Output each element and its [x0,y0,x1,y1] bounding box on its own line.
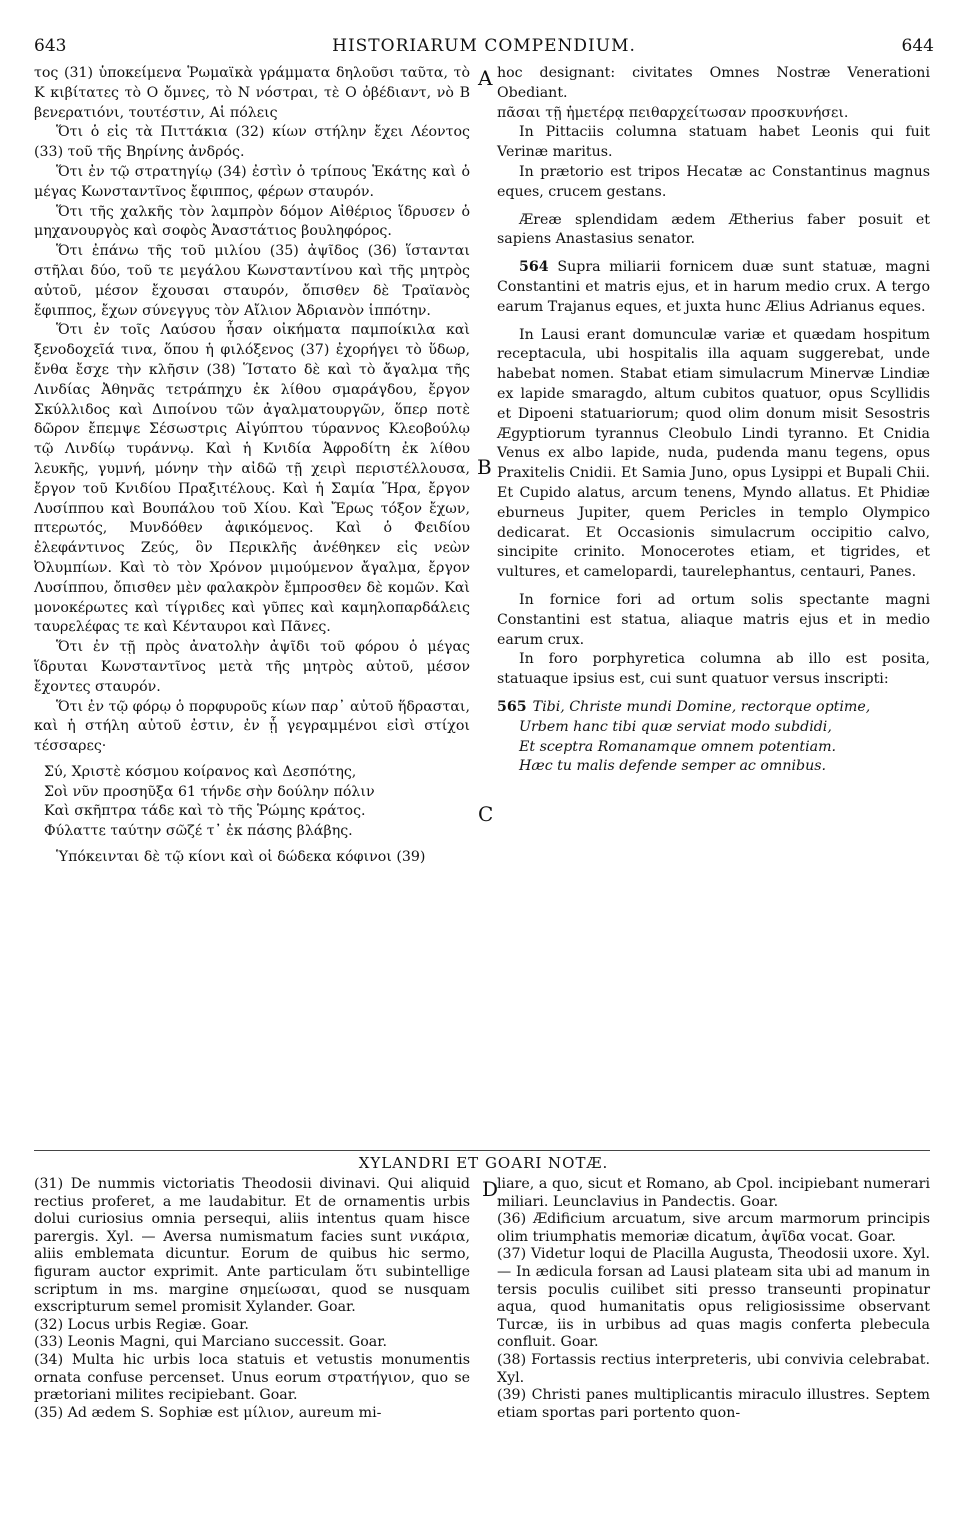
verse-line: Σοὶ νῦν προσηῦξα 61 τήνδε σὴν δούλην πόλιν [44,783,375,800]
greek-paragraph: Ὅτι ἐν τῷ φόρῳ ὁ πορφυροῦς κίων παρ᾽ αὐτοῦ ἥδρασται, καὶ ἡ στήλη αὐτοῦ ἐστιν, ἐν ᾗ γεγραμμένοι εἰσὶ στίχοι τέσσαρες· [34,698,470,755]
greek-paragraph: Ὅτι ἐν τοῖς Λαύσου ἦσαν οἰκήματα παμποίκιλα καὶ ξενοδοχεῖά τινα, ὅπου ἡ φιλόξενος (37) ἐχορήγει τὸ ὕδωρ, ἔνθα ἔσχε τὴν κλῆσιν (38) Ἵστατο δὲ καὶ τὸ ἄγαλμα τῆς Λινδίας Ἀθηνᾶς τετράπηχυ ἐκ λίθου σμαράγδου, ἔργον Σκύλλιδος καὶ Διποίνου τῶν ἀγαλματουργῶν, ὅπερ ποτὲ δῶρον ἔπεμψε Σέσωστρις Αἰγύπτου τύραννος Κλεοβούλῳ τῷ Λινδίῳ τυράννῳ. Καὶ ἡ Κνιδία Ἀφροδίτη ἐκ λίθου λευκῆς, γυμνή, μόνην τὴν αἰδῶ τῇ χειρὶ περιστέλλουσα, ἔργον τοῦ Κνιδίου Πραξιτέλους. Καὶ ἡ Σαμία Ἥρα, ἔργον Λυσίππου καὶ Βουπάλου τοῦ Χίου. Καὶ Ἔρως τόξον ἔχων, πτερωτός, Μυνδόθεν ἀφικόμενος. Καὶ ὁ Φειδίου ἐλεφάντινος Ζεύς, ὃν Περικλῆς ἀνέθηκεν εἰς νεὼν Ὀλυμπίων. Καὶ τὸ τὸν Χρόνον μιμούμενον ἄγαλμα, ἔργον Λυσίππου, ὄπισθεν μὲν φαλακρὸν ἔμπροσθεν δὲ κομῶν. Καὶ μονοκέρωτες καὶ τίγριδες καὶ γῦπες καὶ καμηλοπαρδάλεις ταυρελέφας τε καὶ Κένταυροι καὶ Πᾶνες. [34,322,470,636]
latin-paragraph: In fornice fori ad ortum solis spectante magni Constantini est statua, aliaque matris ejus et in medio earum crux. [497,591,930,648]
notes-title: XYLANDRI ET GOARI NOTÆ. [358,1154,609,1172]
footnote: (38) Fortassis rectius interpreteris, ubi convivia celebrabat. Xyl. [497,1351,930,1386]
greek-column [34,64,470,868]
section-number: 564 [519,259,549,276]
footnote: (34) Multa hic urbis loca statuis et vetustis monumentis ornata confuse percenset. Unus eorum στρατήγιον, quo se prætoriani milites recipiebant. Goar. [34,1351,470,1404]
latin-paragraph: In prætorio est tripos Hecatæ ac Constantinus magnus eques, crucem gestans. [497,163,930,200]
footnote: (31) De nummis victoriatis Theodosii divinavi. Qui aliquid rectius proferet, a me laudabitur. Et de ornamentis urbis dolui curiosius omnia persequi, aliis intentus quam hisce parergis. Xyl. — Aversa numismatum facies sunt νικάρια, aliis emblemata dicuntur. Eorum de quibus hic sermo, figuram auctor exprimit. Ante particulam ὅτι subintellige scriptum in ms. margine σημείωσαι, quod se nusquam exscripturum semel promisit Xylander. Goar. [34,1176,470,1316]
greek-paragraph: τος (31) ὑποκείμενα Ῥωμαϊκὰ γράμματα δηλοῦσι ταῦτα, τὸ Κ κιβίτατες τὸ Ο ὄμνες, τὸ Ν νόστραι, τὲ Ο ὀβέδιαντ, νὸ Β βενερατιόνι, τουτέστιν, Αἱ πόλεις [34,65,470,121]
greek-paragraph: Ὅτι ἐν τῷ στρατηγίῳ (34) ἐστὶν ὁ τρίπους Ἑκάτης καὶ ὁ μέγας Κωνσταντῖνος ἔφιππος, φέρων σταυρόν. [34,163,470,200]
page-number-left: 643 [34,36,67,56]
footnote: (39) Christi panes multiplicantis miraculo illustres. Septem etiam sportas pari portento quon- [497,1387,930,1421]
verse-line: Urbem hanc tibi quæ serviat modo subdidi, [519,718,832,735]
verse-line: Καὶ σκῆπτρα τάδε καὶ τὸ τῆς Ῥώμης κράτος. [44,803,366,820]
verse-line: Φύλαττε ταύτην σῶζέ τ᾽ ἐκ πάσης βλάβης. [44,823,353,840]
page-header [34,36,934,58]
notes-left-column [34,1176,470,1422]
greek-paragraph: Ὑπόκεινται δὲ τῷ κίονι καὶ οἱ δώδεκα κόφινοι (39) [56,849,426,866]
greek-paragraph: Ὅτι ὁ εἰς τὰ Πιττάκια (32) κίων στήλην ἔχει Λέοντος (33) τοῦ τῆς Βηρίνης ἀνδρός. [34,124,470,161]
latin-paragraph-564: 564 Supra miliarii fornicem duæ sunt statuæ, magni Constantini et matris ejus, et in harum medio crux. A tergo earum Trajanus eques, et juxta hunc Ælius Adrianus eques. [497,259,930,315]
margin-marker-d: D [482,1177,499,1201]
greek-paragraph: Ὅτι ἐν τῇ πρὸς ἀνατολὴν ἀψῖδι τοῦ φόρου ὁ μέγας ἵδρυται Κωνσταντῖνος μετὰ τῆς μητρὸς αὐτοῦ, μέσον ἔχοντες σταυρόν. [34,639,470,695]
footnote: (37) Videtur loqui de Placilla Augusta, Theodosii uxore. Xyl.— In ædicula forsan ad Lausi plateam sita ubi ad manum in tersis poculis cuilibet siti presso transeunti propinatur aqua, quod humanitatis opus religiosissime observant Turcæ, iis in urbibus ad quas magis conferta plebecula confluit. Goar. [497,1246,930,1351]
latin-paragraph: In Lausi erant domunculæ variæ et quædam hospitum receptacula, ubi hospitalis illa aquam suggerebat, unde habebat nomen. Stabat etiam simulacrum Minervæ Lindiæ ex lapide smaragdo, altum cubitos quatuor, opus Scyllidis et Dipoeni statuariorum; quod olim donum misit Sesostris Ægyptiorum tyrannus Cleobulo Lindi tyranno. Et Cnidia Venus ex albo lapide, nuda, pudenda manu tegens, opus Praxitelis Cnidii. Et Samia Juno, opus Lysippi et Bupali Chii. Et Cupido alatus, arcum tenens, Myndo allatus. Et Phidiæ eburneus Jupiter, quem Pericles in templo Olympico dedicarat. Et Occasionis simulacrum occipitio calvo, sincipite crinito. Monocerotes etiam, et tigrides, et vultures, et camelopardi, taurelephantus, centauri, Panes. [497,326,930,581]
footnote: (33) Leonis Magni, qui Marciano successit. Goar. [34,1334,387,1351]
notes-divider [34,1150,930,1151]
latin-paragraph: hoc designant: civitates Omnes Nostræ Venerationi Obediant. [497,65,930,101]
footnote: (32) Locus urbis Regiæ. Goar. [34,1316,249,1333]
verse-line: Σύ, Χριστὲ κόσμου κοίρανος καὶ Δεσπότης, [44,763,357,780]
greek-paragraph: Ὅτι τῆς χαλκῆς τὸν λαμπρὸν δόμον Αἰθέριος ἵδρυσεν ὁ μηχανουργὸς καὶ σοφὸς Ἀναστάτιος βουληφόρος. [34,203,470,240]
latin-paragraph: Æreæ splendidam ædem Ætherius faber posuit et sapiens Anastasius senator. [497,211,930,248]
footnote: (35) Ad ædem S. Sophiæ est μίλιον, aureum mi- [34,1404,382,1421]
verse-line: Hæc tu malis defende semper ac omnibus. [519,758,827,775]
latin-paragraph: In Pittaciis columna statuam habet Leonis qui fuit Verinæ maritus. [497,124,930,161]
verse-line: Et sceptra Romanamque omnem potentiam. [519,738,837,755]
section-number: 565 [497,698,527,715]
page-number-right: 644 [901,36,934,56]
latin-column [497,64,930,777]
running-title: HISTORIARUM COMPENDIUM. [332,36,636,56]
margin-marker-a: A [478,66,493,90]
greek-paragraph: Ὅτι ἐπάνω τῆς τοῦ μιλίου (35) ἀψῖδος (36) ἵστανται στῆλαι δύο, τοῦ τε μεγάλου Κωνσταντίνου καὶ τῆς μητρὸς αὐτοῦ, μέσον ἔχουσαι σταυρόν, ὄπισθεν δὲ Τραϊανὸς ἔφιππος, ἔχων σύνεγγυς τὸν Αἴλιον Ἀδριανὸν ἱππότην. [34,243,470,319]
footnote: (36) Ædificium arcuatum, sive arcum marmorum principis olim triumphatis memoriæ dicatum, ἀψῖδα vocat. Goar. [497,1211,930,1245]
margin-marker-c: C [478,802,494,826]
greek-inscription-verses [44,763,470,842]
latin-paragraph: In foro porphyretica columna ab illo est posita, statuaque ipsius est, cui sunt quatuor versus inscripti: [497,651,930,688]
verse-line: Tibi, Christe mundi Domine, rectorque optime, [532,698,871,715]
notes-right-column [497,1176,930,1422]
footnote: liare, a quo, sicut et Romano, ab Cpol. incipiebant numerari miliari. Leunclavius in Pandectis. Goar. [497,1176,930,1210]
latin-inscription-verses [497,698,930,777]
greek-insert-line: πᾶσαι τῇ ἡμετέρᾳ πειθαρχείτωσαν προσκυνήσει. [497,104,849,121]
margin-marker-b: B [477,455,492,479]
